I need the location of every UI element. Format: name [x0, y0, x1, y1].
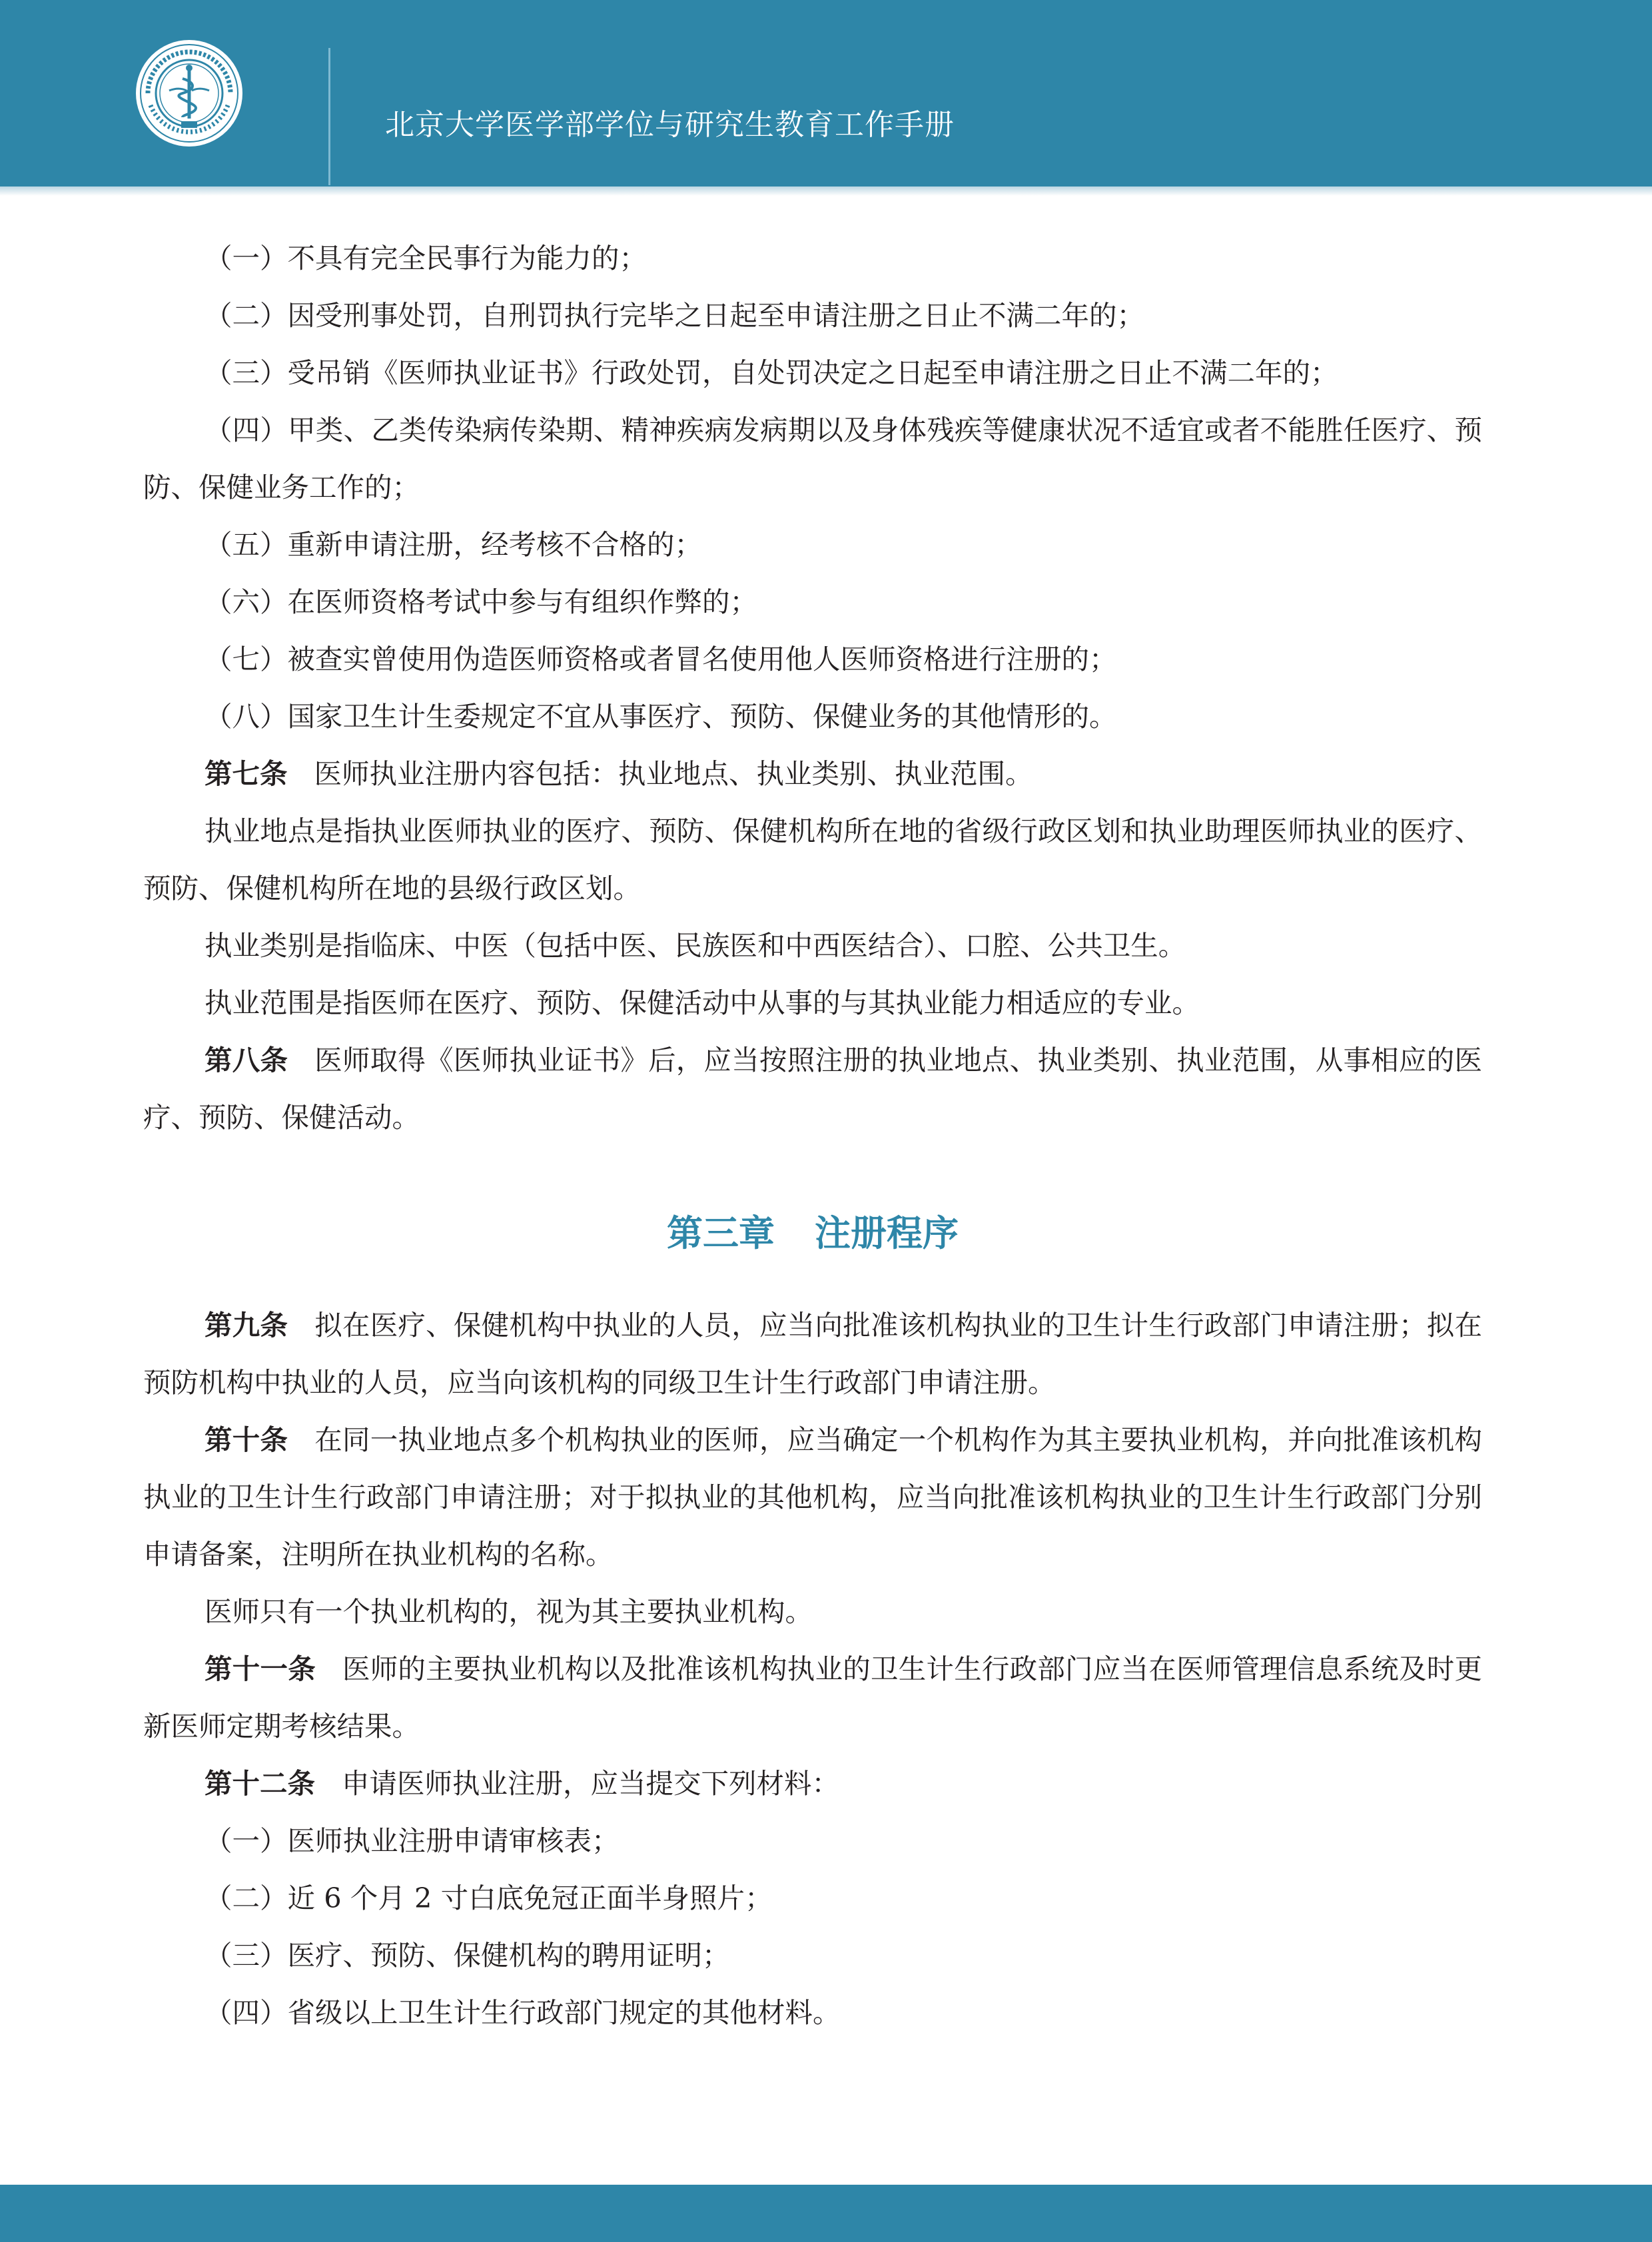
paragraph-text: （八）国家卫生计生委规定不宜从事医疗、预防、保健业务的其他情形的。: [205, 700, 1117, 733]
page-footer: [0, 2185, 1652, 2242]
article-number: 第七条: [205, 757, 288, 790]
article-number: 第九条: [205, 1309, 288, 1341]
paragraph-group-bottom: [143, 1297, 1482, 2042]
chapter-heading: [143, 1205, 1482, 1262]
paragraph-text: 医师只有一个执业机构的，视为其主要执业机构。: [205, 1595, 813, 1628]
paragraph-text: （四）省级以上卫生计生行政部门规定的其他材料。: [205, 1996, 841, 2029]
paragraph: [143, 1032, 1482, 1146]
paragraph-text: 医师的主要执业机构以及批准该机构执业的卫生计生行政部门应当在医师管理信息系统及时更新医师定期考核结果。: [143, 1653, 1482, 1742]
paragraph-text: （二）因受刑事处罚，自刑罚执行完毕之日起至申请注册之日止不满二年的；: [205, 299, 1145, 332]
paragraph: [143, 917, 1482, 974]
paragraph: [143, 402, 1482, 516]
paragraph: [143, 688, 1482, 745]
paragraph-text: 拟在医疗、保健机构中执业的人员，应当向批准该机构执业的卫生计生行政部门申请注册；拟在预防机构中执业的人员，应当向该机构的同级卫生计生行政部门申请注册。: [143, 1309, 1482, 1399]
paragraph-group-top: [143, 230, 1482, 1146]
paragraph-text: （一）医师执业注册申请审核表；: [205, 1824, 620, 1857]
chapter-number: 第三章: [667, 1212, 775, 1254]
article-number: 第十一条: [205, 1653, 316, 1685]
paragraph: [143, 516, 1482, 573]
paragraph: [143, 1927, 1482, 1984]
article-number: 第十条: [205, 1423, 288, 1456]
paragraph: [143, 1411, 1482, 1583]
paragraph: [143, 1641, 1482, 1755]
header-shadow: [0, 187, 1652, 196]
paragraph-text: （三）受吊销《医师执业证书》行政处罚，自处罚决定之日起至申请注册之日止不满二年的；: [205, 356, 1338, 389]
paragraph: [143, 230, 1482, 287]
paragraph-text: （五）重新申请注册，经考核不合格的；: [205, 528, 703, 561]
paragraph: [143, 1870, 1482, 1927]
paragraph: [143, 1583, 1482, 1641]
paragraph: [143, 1755, 1482, 1812]
paragraph-text: 在同一执业地点多个机构执业的医师，应当确定一个机构作为其主要执业机构，并向批准该机构执业的卫生计生行政部门申请注册；对于拟执业的其他机构，应当向批准该机构执业的卫生计生行政部门分别申请备案，注明所在执业机构的名称。: [143, 1423, 1482, 1571]
chapter-title: 注册程序: [815, 1212, 959, 1254]
paragraph: [143, 803, 1482, 917]
paragraph-text: （四）甲类、乙类传染病传染期、精神疾病发病期以及身体残疾等健康状况不适宜或者不能胜任医疗、预防、保健业务工作的；: [143, 414, 1482, 504]
paragraph-text: （三）医疗、预防、保健机构的聘用证明；: [205, 1939, 730, 1972]
paragraph-text: （一）不具有完全民事行为能力的；: [205, 242, 647, 274]
header-title: 北京大学医学部学位与研究生教育工作手册: [385, 108, 955, 142]
paragraph: [143, 631, 1482, 688]
paragraph: [143, 573, 1482, 631]
paragraph: [143, 1297, 1482, 1411]
article-number: 第十二条: [205, 1767, 316, 1800]
paragraph: [143, 974, 1482, 1032]
paragraph-text: 执业范围是指医师在医疗、预防、保健活动中从事的与其执业能力相适应的专业。: [205, 986, 1200, 1019]
paragraph: [143, 344, 1482, 402]
paragraph: [143, 287, 1482, 344]
paragraph-text: （七）被查实曾使用伪造医师资格或者冒名使用他人医师资格进行注册的；: [205, 643, 1117, 675]
paragraph: [143, 1984, 1482, 2042]
paragraph-text: 申请医师执业注册，应当提交下列材料：: [342, 1767, 840, 1800]
paragraph-text: 执业类别是指临床、中医（包括中医、民族医和中西医结合）、口腔、公共卫生。: [205, 929, 1186, 962]
article-number: 第八条: [205, 1044, 288, 1076]
header-divider: [328, 48, 330, 185]
university-seal-icon: [135, 39, 244, 148]
page-header: [0, 0, 1652, 187]
paragraph-text: 执业地点是指执业医师执业的医疗、预防、保健机构所在地的省级行政区划和执业助理医师执业的医疗、预防、保健机构所在地的县级行政区划。: [143, 815, 1482, 905]
paragraph: [143, 745, 1482, 803]
paragraph: [143, 1812, 1482, 1870]
page-body: [143, 230, 1482, 2042]
paragraph-text: 医师执业注册内容包括：执业地点、执业类别、执业范围。: [314, 757, 1033, 790]
paragraph-text: （六）在医师资格考试中参与有组织作弊的；: [205, 585, 758, 618]
paragraph-text: （二）近 6 个月 2 寸白底免冠正面半身照片；: [205, 1882, 773, 1914]
paragraph-text: 医师取得《医师执业证书》后，应当按照注册的执业地点、执业类别、执业范围，从事相应的医疗、预防、保健活动。: [143, 1044, 1482, 1134]
